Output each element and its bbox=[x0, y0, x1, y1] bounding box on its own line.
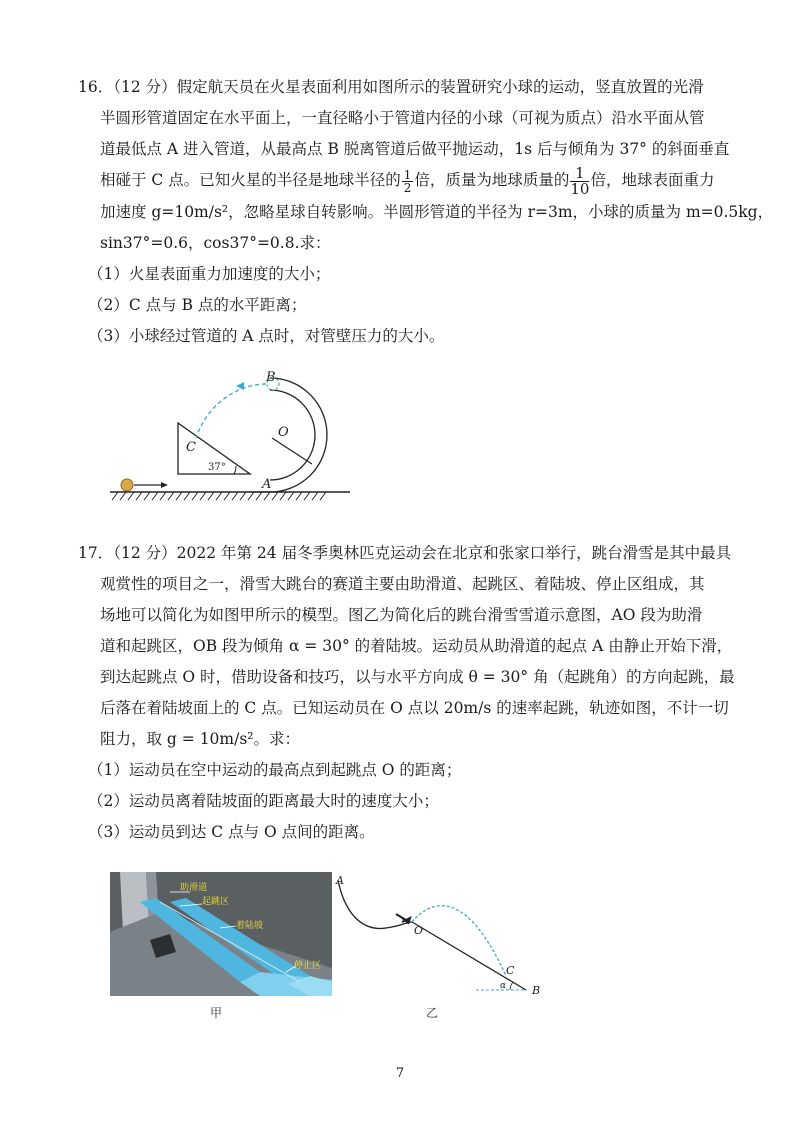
landing-slope bbox=[412, 922, 526, 990]
label-a: A bbox=[336, 874, 344, 887]
label-a: A bbox=[262, 477, 272, 492]
q17-line-4: 道和起跳区，OB 段为倾角 α = 30° 的着陆坡。运动员从助滑道的起点 A 由静止开始下滑， bbox=[100, 637, 733, 655]
label-takeoff-zone: 起跳区 bbox=[202, 897, 230, 907]
q17-line-2: 观赏性的项目之一，滑雪大跳台的赛道主要由助滑道、起跳区、着陆坡、停止区组成，其 bbox=[100, 575, 705, 593]
label-b: B bbox=[266, 370, 276, 385]
q16-line-4: 相碰于 C 点。已知火星的半径是地球半径的 $\frac{1}{2}$ 倍，质量为地球质量的 $\frac{1}{10}$ 倍，地球表面重力 bbox=[100, 163, 715, 198]
skier bbox=[396, 914, 410, 924]
q17-line-7: 阻力，取 g = 10m/s²。求： bbox=[100, 730, 301, 748]
radius-line bbox=[272, 438, 312, 464]
caption-yi: 乙 bbox=[426, 1006, 439, 1020]
q16-sub-3: （3）小球经过管道的 A 点时，对管壁压力的大小。 bbox=[88, 326, 445, 345]
q17-sub-2: （2）运动员离着陆坡面的距离最大时的速度大小； bbox=[88, 792, 439, 810]
label-c: C bbox=[506, 964, 515, 977]
approach-ramp bbox=[338, 880, 412, 928]
label-c: C bbox=[186, 440, 196, 455]
question-16 bbox=[78, 72, 774, 352]
label-runway: 助滑道 bbox=[180, 883, 208, 893]
q17-line-3: 场地可以简化为如图甲所示的模型。图乙为简化后的跳台滑雪雪道示意图，AO 段为助滑 bbox=[100, 606, 703, 624]
q16-line-2: 半圆形管道固定在水平面上，一直径略小于管道内径的小球（可视为质点）沿水平面从管 bbox=[100, 109, 705, 127]
fraction-half: $\frac{1}{2}$ bbox=[403, 167, 412, 195]
ski-jump-photo bbox=[110, 872, 332, 996]
ski-jump-illustration bbox=[110, 872, 332, 996]
q16-line-3: 道最低点 A 进入管道，从最高点 B 脱离管道后做平抛运动，1s 后与倾角为 37° 的斜面垂直 bbox=[100, 140, 730, 158]
caption-jia: 甲 bbox=[210, 1006, 223, 1020]
label-landing-slope: 着陆坡 bbox=[236, 921, 264, 931]
page-number: 7 bbox=[395, 1066, 405, 1081]
q17-sub-3: （3）运动员到达 C 点与 O 点间的距离。 bbox=[88, 823, 375, 841]
ball bbox=[121, 479, 133, 491]
angle-label: 37° bbox=[208, 462, 226, 473]
q16-figure bbox=[100, 366, 360, 508]
q16-line-1: 16．（12 分）假定航天员在火星表面利用如图所示的装置研究小球的运动，竖直放置的光滑 bbox=[78, 78, 704, 96]
question-17 bbox=[78, 538, 735, 848]
q17-diagram bbox=[330, 870, 550, 1000]
label-o: O bbox=[278, 425, 289, 440]
trajectory-dashed bbox=[196, 384, 266, 438]
fraction-tenth: $\frac{1}{10}$ bbox=[570, 163, 590, 198]
pipe-inner bbox=[270, 390, 315, 480]
flight-trajectory bbox=[412, 906, 506, 976]
label-o: O bbox=[414, 924, 424, 937]
q16-sub-2: （2）C 点与 B 点的水平距离； bbox=[88, 295, 307, 314]
q17-line-5: 到达起跳点 O 时，借助设备和技巧，以与水平方向成 θ = 30° 角（起跳角）的方向起跳，最 bbox=[100, 668, 735, 686]
label-stop-zone: 停止区 bbox=[294, 961, 322, 971]
q16-line-6: sin37°=0.6，cos37°=0.8.求： bbox=[100, 233, 331, 252]
q16-sub-1: （1）火星表面重力加速度的大小； bbox=[88, 264, 331, 283]
q17-line-6: 后落在着陆坡面上的 C 点。已知运动员在 O 点以 20m/s 的速率起跳，轨迹如图，不计一切 bbox=[100, 699, 729, 717]
q16-line-5: 加速度 g=10m/s²，忽略星球自转影响。半圆形管道的半径为 r=3m，小球的质量为 m=0.5kg， bbox=[100, 202, 774, 221]
q17-sub-1: （1）运动员在空中运动的最高点到起跳点 O 的距离； bbox=[88, 761, 462, 779]
ground-hatch bbox=[112, 492, 326, 500]
label-b: B bbox=[532, 984, 541, 997]
q17-line-1: 17．（12 分）2022 年第 24 届冬季奥林匹克运动会在北京和张家口举行，跳台滑雪是其中最具 bbox=[78, 544, 732, 562]
label-alpha: α bbox=[500, 981, 507, 991]
